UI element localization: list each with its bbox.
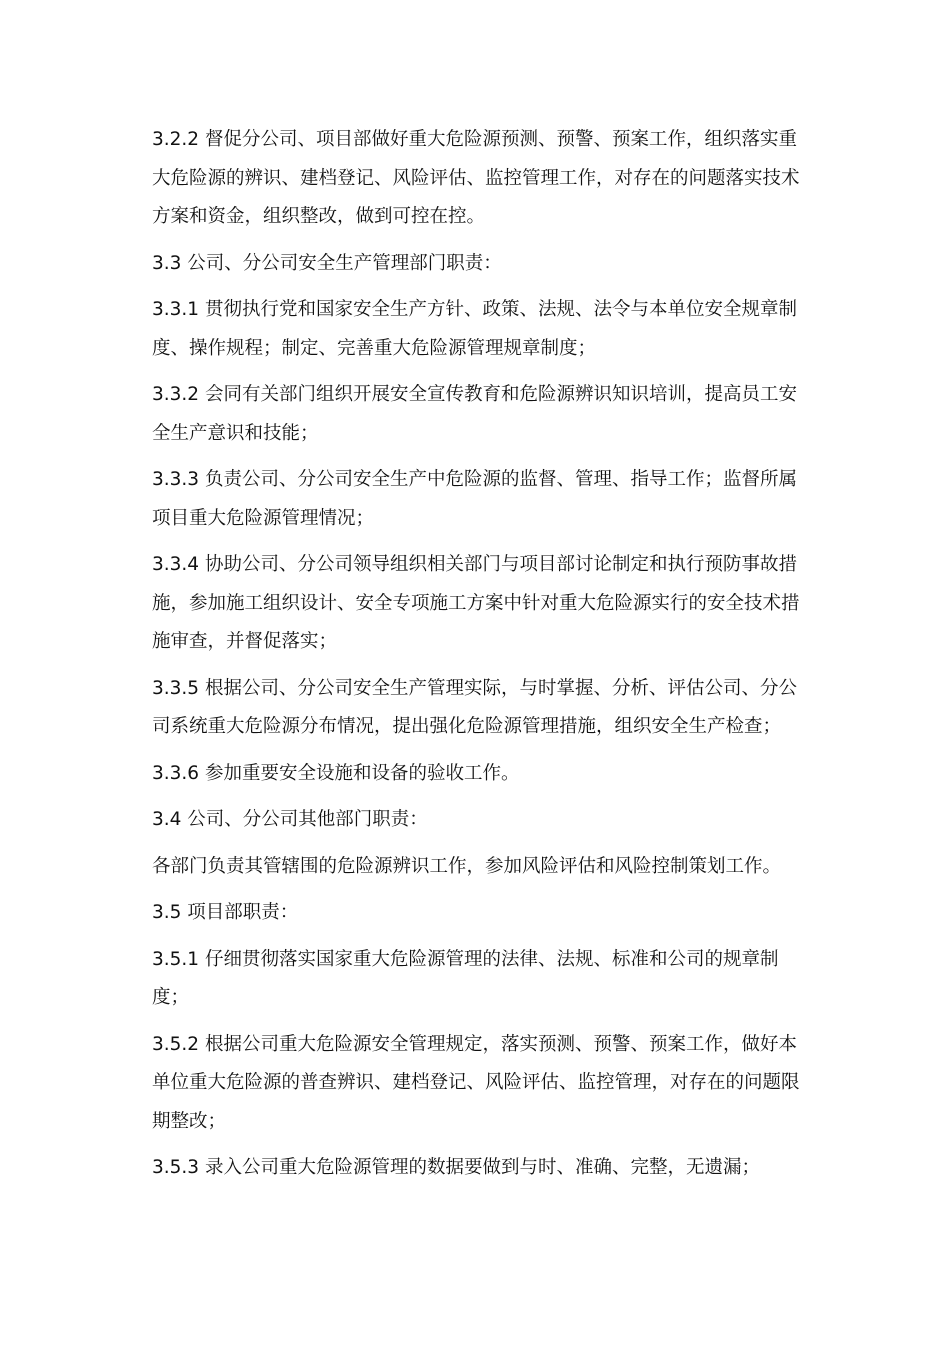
heading-3-4: 3.4 公司、分公司其他部门职责：	[152, 809, 428, 830]
paragraph-3-3-4: 3.3.4 协助公司、分公司领导组织相关部门与项目部讨论制定和执行预防事故措施，参加施工组织设计、安全专项施工方案中针对重大危险源实行的安全技术措施审查，并督促落实；	[152, 554, 800, 652]
document-body	[152, 121, 800, 1196]
paragraph-3-5-3: 3.5.3 录入公司重大危险源管理的数据要做到与时、准确、完整，无遗漏；	[152, 1157, 760, 1178]
paragraph-3-3-3: 3.3.3 负责公司、分公司安全生产中危险源的监督、管理、指导工作；监督所属项目重大危险源管理情况；	[152, 469, 797, 529]
paragraph-3-5-2: 3.5.2 根据公司重大危险源安全管理规定，落实预测、预警、预案工作，做好本单位重大危险源的普查辨识、建档登记、风险评估、监控管理，对存在的问题限期整改；	[152, 1033, 800, 1132]
paragraph-3-3-2: 3.3.2 会同有关部门组织开展安全宣传教育和危险源辨识知识培训，提高员工安全生产意识和技能；	[152, 384, 797, 444]
paragraph-3-5-1: 3.5.1 仔细贯彻落实国家重大危险源管理的法律、法规、标准和公司的规章制度；	[152, 948, 779, 1008]
paragraph-3-3-5: 3.3.5 根据公司、分公司安全生产管理实际，与时掌握、分析、评估公司、分公司系统重大危险源分布情况，提出强化危险源管理措施，组织安全生产检查；	[152, 677, 797, 737]
heading-3-3: 3.3 公司、分公司安全生产管理部门职责：	[152, 252, 502, 274]
paragraph-3-2-2: 3.2.2 督促分公司、项目部做好重大危险源预测、预警、预案工作，组织落实重大危险源的辨识、建档登记、风险评估、监控管理工作，对存在的问题落实技术方案和资金，组织整改，做到可控在控。	[152, 129, 800, 227]
paragraph-3-4-body: 各部门负责其管辖围的危险源辨识工作，参加风险评估和风险控制策划工作。	[152, 855, 782, 877]
paragraph-3-3-6: 3.3.6 参加重要安全设施和设备的验收工作。	[152, 762, 520, 784]
paragraph-3-3-1: 3.3.1 贯彻执行党和国家安全生产方针、政策、法规、法令与本单位安全规章制度、操作规程；制定、完善重大危险源管理规章制度；	[152, 299, 797, 359]
heading-3-5: 3.5 项目部职责：	[152, 902, 299, 923]
